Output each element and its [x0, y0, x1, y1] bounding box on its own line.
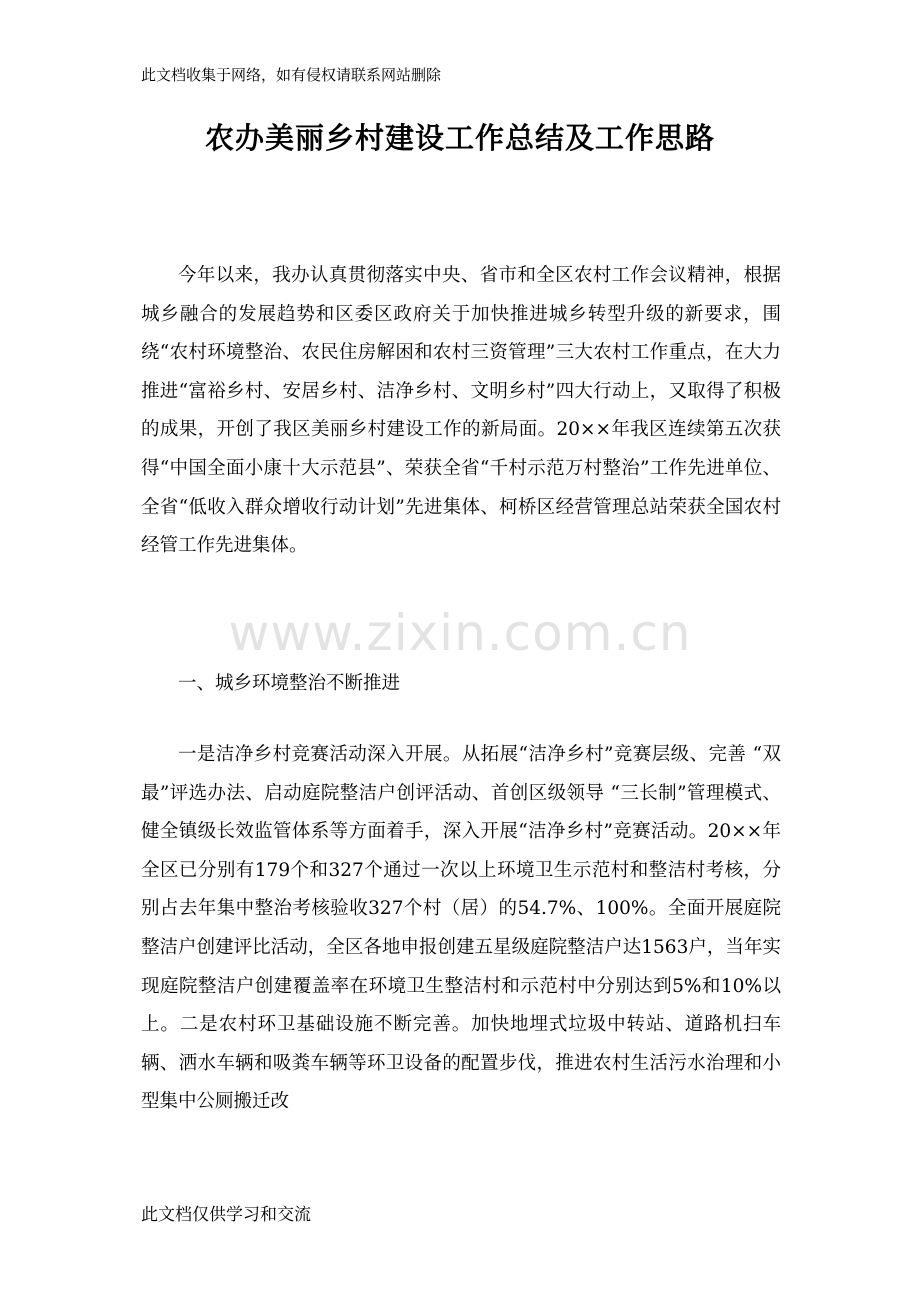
document-title: 农办美丽乡村建设工作总结及工作思路 [204, 121, 715, 155]
footer-disclaimer: 此文档仅供学习和交流 [141, 1205, 311, 1225]
intro-paragraph: 今年以来，我办认真贯彻落实中央、省市和全区农村工作会议精神，根据城乡融合的发展趋势和区委区政府关于加快推进城乡转型升级的新要求，围绕“农村环境整治、农民住房解困和农村三资管理”三大农村工作重点，在大力推进“富裕乡村、安居乡村、洁净乡村、文明乡村”四大行动上，又取得了积极的成果，开创了我区美丽乡村建设工作的新局面。20××年我区连续第五次获得“中国全面小康十大示范县”、荣获全省“千村示范万村整治”工作先进单位、全省“低收入群众增收行动计划”先进集体、柯桥区经营管理总站荣获全国农村经管工作先进集体。 [141, 265, 781, 557]
section-heading: 一、城乡环境整治不断推进 [178, 673, 401, 694]
header-disclaimer: 此文档收集于网络，如有侵权请联系网站删除 [141, 66, 442, 84]
watermark: www.zixin.com.cn [228, 604, 692, 662]
section-paragraph: 一是洁净乡村竞赛活动深入开展。从拓展“洁净乡村”竞赛层级、完善 “双最”评选办法、启动庭院整洁户创评活动、首创区级领导 “三长制”管理模式、健全镇级长效监管体系等方面着手，深入开展“洁净乡村”竞赛活动。20××年全区已分别有179个和327个通过一次以上环境卫生示范村和整洁村考核，分别占去年集中整治考核验收327个村（居）的54.7%、100%。全面开展庭院整洁户创建评比活动，全区各地申报创建五星级庭院整洁户达1563户，当年实现庭院整洁户创建覆盖率在环境卫生整洁村和示范村中分别达到5%和10%以上。二是农村环卫基础设施不断完善。加快地埋式垃圾中转站、道路机扫车辆、洒水车辆和吸粪车辆等环卫设备的配置步伐，推进农村生活污水治理和小型集中公厕搬迁改 [141, 744, 781, 1113]
